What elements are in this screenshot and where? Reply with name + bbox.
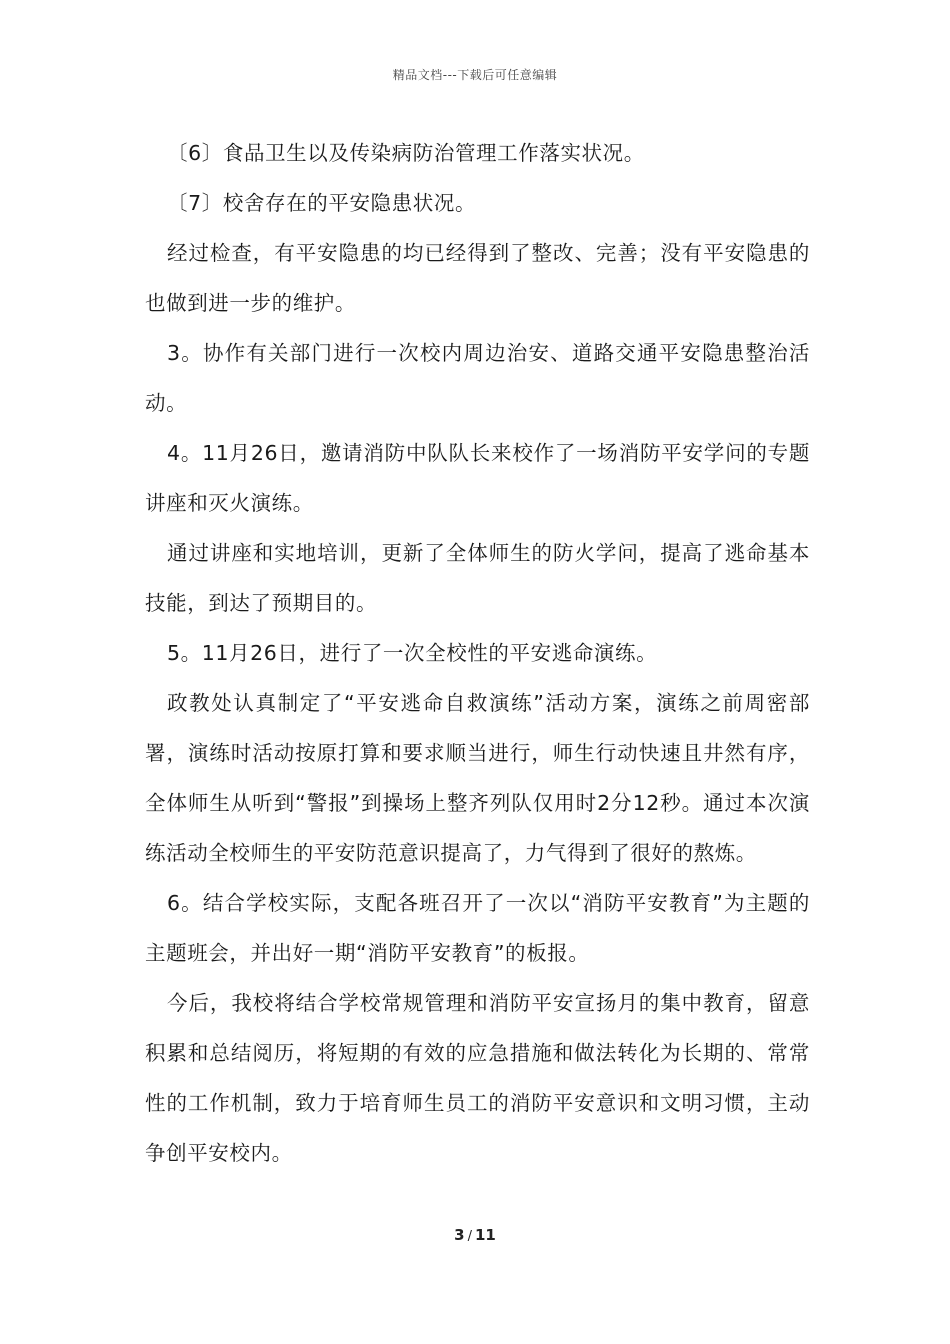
paragraph: 政教处认真制定了“平安逃命自救演练”活动方案，演练之前周密部署，演练时活动按原打算和要求顺当进行，师生行动快速且井然有序，全体师生从听到“警报”到操场上整齐列队仅用时2分12秒。通过本次演练活动全校师生的平安防范意识提高了，力气得到了很好的熬炼。 (145, 691, 810, 865)
document-body (145, 128, 810, 1178)
paragraph: 3。协作有关部门进行一次校内周边治安、道路交通平安隐患整治活动。 (145, 341, 810, 415)
paragraph: 经过检查，有平安隐患的均已经得到了整改、完善；没有平安隐患的也做到进一步的维护。 (145, 241, 810, 315)
paragraph: 通过讲座和实地培训，更新了全体师生的防火学问，提高了逃命基本技能，到达了预期目的。 (145, 541, 810, 615)
paragraph: 6。结合学校实际，支配各班召开了一次以“消防平安教育”为主题的主题班会，并出好一期“消防平安教育”的板报。 (145, 891, 810, 965)
page-number (0, 1226, 950, 1244)
page-separator: / (467, 1229, 472, 1244)
paragraph: 〔7〕校舍存在的平安隐患状况。 (167, 191, 477, 215)
paragraph: 5。11月26日，进行了一次全校性的平安逃命演练。 (167, 641, 658, 665)
page-header: 精品文档---下载后可任意编辑 (392, 68, 558, 82)
total-pages: 11 (474, 1226, 496, 1244)
paragraph: 4。11月26日，邀请消防中队队长来校作了一场消防平安学问的专题讲座和灭火演练。 (145, 441, 810, 515)
paragraph: 今后，我校将结合学校常规管理和消防平安宣扬月的集中教育，留意积累和总结阅历，将短期的有效的应急措施和做法转化为长期的、常常性的工作机制，致力于培育师生员工的消防平安意识和文明习惯，主动争创平安校内。 (145, 991, 810, 1165)
current-page: 3 (454, 1226, 465, 1244)
paragraph: 〔6〕食品卫生以及传染病防治管理工作落实状况。 (167, 141, 645, 165)
